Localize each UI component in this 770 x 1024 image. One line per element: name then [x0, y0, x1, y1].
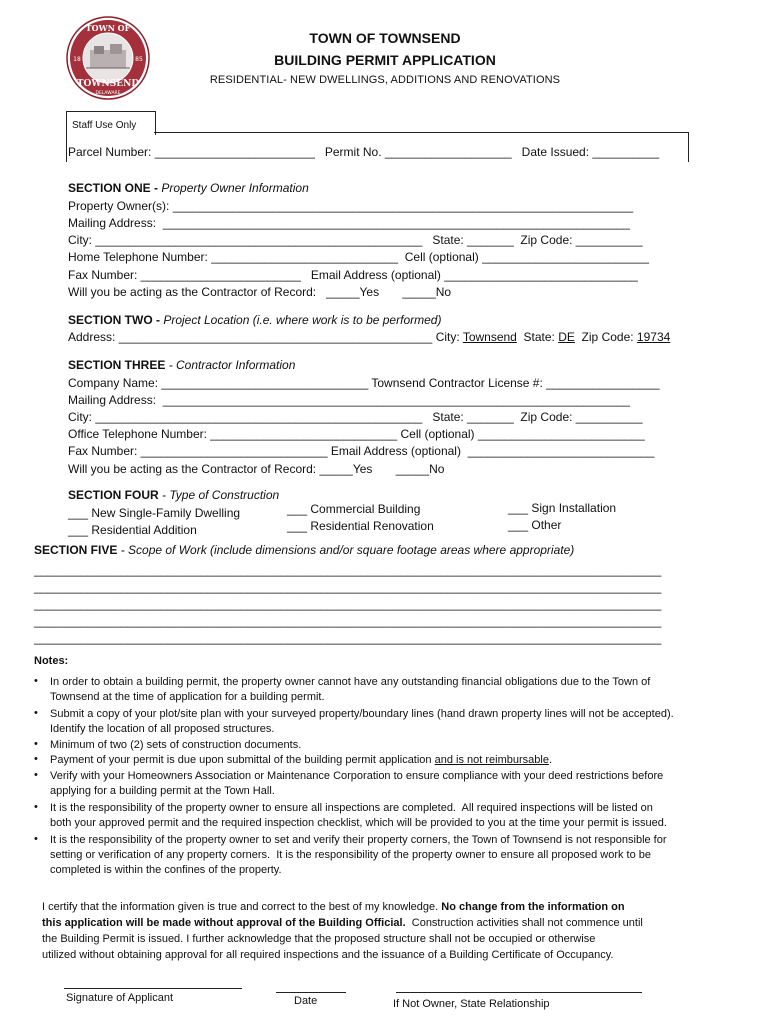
- owner-city-field[interactable]: City: _________________________________________________ State: _______ Zip Code: __________: [68, 233, 643, 247]
- section-three-heading: [68, 358, 295, 373]
- note-2-line-2: Identify the location of all proposed structures.: [50, 723, 275, 735]
- bullet-icon: •: [34, 707, 38, 719]
- section-five-heading: [34, 543, 574, 558]
- cert-bold-1: No change from the information on: [441, 901, 625, 913]
- certification-line-3: the Building Permit is issued. I further acknowledge that the proposed structure shall not be occupied or otherwise: [42, 933, 596, 945]
- seal-right-year: 85: [135, 56, 143, 63]
- staff-divider: [154, 132, 688, 133]
- company-name-field[interactable]: Company Name: _______________________________ Townsend Contractor License #: _________________: [68, 376, 660, 390]
- certification-line-1: [42, 900, 625, 915]
- section-one-subtitle: Property Owner Information: [161, 181, 309, 195]
- note-4-text: Payment of your permit is due upon submittal of the building permit application: [50, 754, 435, 766]
- note-7-line-2: setting or verification of any property corners. It is the responsibility of the property owner to ensure all proposed work to be: [50, 849, 652, 861]
- scope-line[interactable]: ______________________________________________________________________________________________: [34, 580, 662, 594]
- note-6-line-1: It is the responsibility of the property owner to ensure all inspections are completed. All required inspections will be listed on: [50, 802, 653, 814]
- bullet-icon: •: [34, 769, 38, 781]
- bullet-icon: •: [34, 738, 38, 750]
- seal-state-text: DELAWARE: [95, 91, 121, 96]
- date-line[interactable]: [276, 992, 346, 993]
- seal-top-text: TOWN OF: [85, 23, 131, 33]
- seal-bottom-text: TOWNSEND: [76, 79, 140, 89]
- bullet-icon: •: [34, 753, 38, 765]
- section-one-title: SECTION ONE -: [68, 181, 162, 195]
- note-2-line-1: Submit a copy of your plot/site plan with your surveyed property/boundary lines (hand drawn property lines will not be accepted).: [50, 708, 674, 720]
- signature-line[interactable]: [64, 988, 242, 989]
- state-label: State:: [516, 330, 559, 344]
- option-other[interactable]: ___ Other: [508, 518, 562, 532]
- staff-divider-left: [66, 134, 67, 162]
- section-three-subtitle: - Contractor Information: [168, 358, 296, 372]
- cert-text-2: Construction activities shall not commence until: [405, 917, 643, 929]
- bullet-icon: •: [34, 675, 38, 687]
- relationship-label: If Not Owner, State Relationship: [393, 998, 550, 1010]
- project-zip-value: 19734: [636, 330, 671, 344]
- note-1-line-2: Townsend at the time of application for a building permit.: [50, 691, 325, 703]
- notes-title: Notes:: [34, 655, 69, 667]
- scope-line[interactable]: ______________________________________________________________________________________________: [34, 614, 662, 628]
- note-1-line-1: In order to obtain a building permit, the property owner cannot have any outstanding financial obligations due to the Town of: [50, 676, 651, 688]
- option-residential-addition[interactable]: ___ Residential Addition: [68, 523, 197, 537]
- note-4-underlined: and is not reimbursable: [434, 754, 549, 766]
- cert-text-1: I certify that the information given is true and correct to the best of my knowledge.: [42, 901, 442, 913]
- relationship-line[interactable]: [396, 992, 642, 993]
- owner-fax-field[interactable]: Fax Number: ________________________ Email Address (optional) _____________________________: [68, 268, 638, 282]
- certification-line-2: [42, 916, 643, 931]
- project-city-value: Townsend: [462, 330, 517, 344]
- section-five-title: SECTION FIVE: [34, 543, 121, 557]
- contractor-phone-field[interactable]: Office Telephone Number: ____________________________ Cell (optional) _________________________: [68, 427, 645, 441]
- note-5-line-2: applying for a building permit at the Town Hall.: [50, 785, 275, 797]
- staff-divider-right: [688, 132, 689, 162]
- section-two-title: SECTION TWO -: [68, 313, 164, 327]
- form-subtitle: BUILDING PERMIT APPLICATION: [274, 52, 496, 68]
- bullet-icon: •: [34, 801, 38, 813]
- owner-contractor-field[interactable]: Will you be acting as the Contractor of Record: _____Yes _____No: [68, 285, 452, 299]
- staff-use-label: Staff Use Only: [72, 120, 137, 131]
- scope-line[interactable]: ______________________________________________________________________________________________: [34, 563, 662, 577]
- date-label: Date: [294, 995, 318, 1007]
- certification-line-4: utilized without obtaining approval for all required inspections and the issuance of a Building Certificate of Occupancy.: [42, 949, 614, 961]
- scope-line[interactable]: ______________________________________________________________________________________________: [34, 631, 662, 645]
- section-two-heading: [68, 313, 441, 328]
- project-address-field[interactable]: [68, 330, 670, 345]
- contractor-mailing-field[interactable]: Mailing Address: ______________________________________________________________________: [68, 393, 630, 407]
- note-3: Minimum of two (2) sets of construction documents.: [50, 739, 302, 751]
- staff-fields-line[interactable]: Parcel Number: ________________________ Permit No. ___________________ Date Issued: __________: [68, 145, 660, 159]
- owner-name-field[interactable]: Property Owner(s): _____________________________________________________________________: [68, 199, 634, 213]
- form-title: TOWN OF TOWNSEND: [309, 30, 461, 46]
- owner-mailing-field[interactable]: Mailing Address: ______________________________________________________________________: [68, 216, 630, 230]
- section-one-heading: [68, 181, 309, 196]
- seal-left-year: 18: [73, 56, 81, 63]
- note-4-end: .: [548, 754, 553, 766]
- bullet-icon: •: [34, 833, 38, 845]
- note-6-line-2: both your approved permit and the required inspection checklist, which will be provided to you at the time your permit is issued.: [50, 817, 667, 829]
- owner-phone-field[interactable]: Home Telephone Number: ____________________________ Cell (optional) _________________________: [68, 250, 649, 264]
- signature-label: Signature of Applicant: [66, 992, 174, 1004]
- note-7-line-1: It is the responsibility of the property owner to set and verify their property corners, the Town of Townsend is not responsible for: [50, 834, 667, 846]
- note-7-line-3: completed is within the confines of the property.: [50, 864, 282, 876]
- contractor-city-field[interactable]: City: _________________________________________________ State: _______ Zip Code: __________: [68, 410, 643, 424]
- zip-label: Zip Code:: [574, 330, 637, 344]
- contractor-fax-field[interactable]: Fax Number: ____________________________ Email Address (optional) ____________________________: [68, 444, 655, 458]
- note-5-line-1: Verify with your Homeowners Association or Maintenance Corporation to ensure compliance with your deed restrictions before: [50, 770, 664, 782]
- scope-line[interactable]: ______________________________________________________________________________________________: [34, 597, 662, 611]
- option-residential-renovation[interactable]: ___ Residential Renovation: [287, 519, 434, 533]
- section-five-subtitle: - Scope of Work (include dimensions and/or square footage areas where appropriate): [120, 543, 575, 557]
- project-state-value: DE: [558, 330, 575, 344]
- section-four-title: SECTION FOUR: [68, 488, 163, 502]
- section-four-subtitle: - Type of Construction: [162, 488, 280, 502]
- option-new-dwelling[interactable]: ___ New Single-Family Dwelling: [68, 506, 241, 520]
- cert-bold-2: this application will be made without approval of the Building Official.: [42, 917, 406, 929]
- contractor-record-field[interactable]: Will you be acting as the Contractor of Record: _____Yes _____No: [68, 462, 445, 476]
- option-commercial-building[interactable]: ___ Commercial Building: [287, 502, 421, 516]
- form-category: RESIDENTIAL- NEW DWELLINGS, ADDITIONS AND RENOVATIONS: [209, 74, 561, 86]
- note-4: [50, 753, 552, 767]
- address-label: Address: _______________________________________________ City:: [68, 330, 463, 344]
- section-three-title: SECTION THREE: [68, 358, 169, 372]
- section-four-heading: [68, 488, 279, 503]
- option-sign-installation[interactable]: ___ Sign Installation: [508, 501, 617, 515]
- section-two-subtitle: Project Location (i.e. where work is to be performed): [163, 313, 442, 327]
